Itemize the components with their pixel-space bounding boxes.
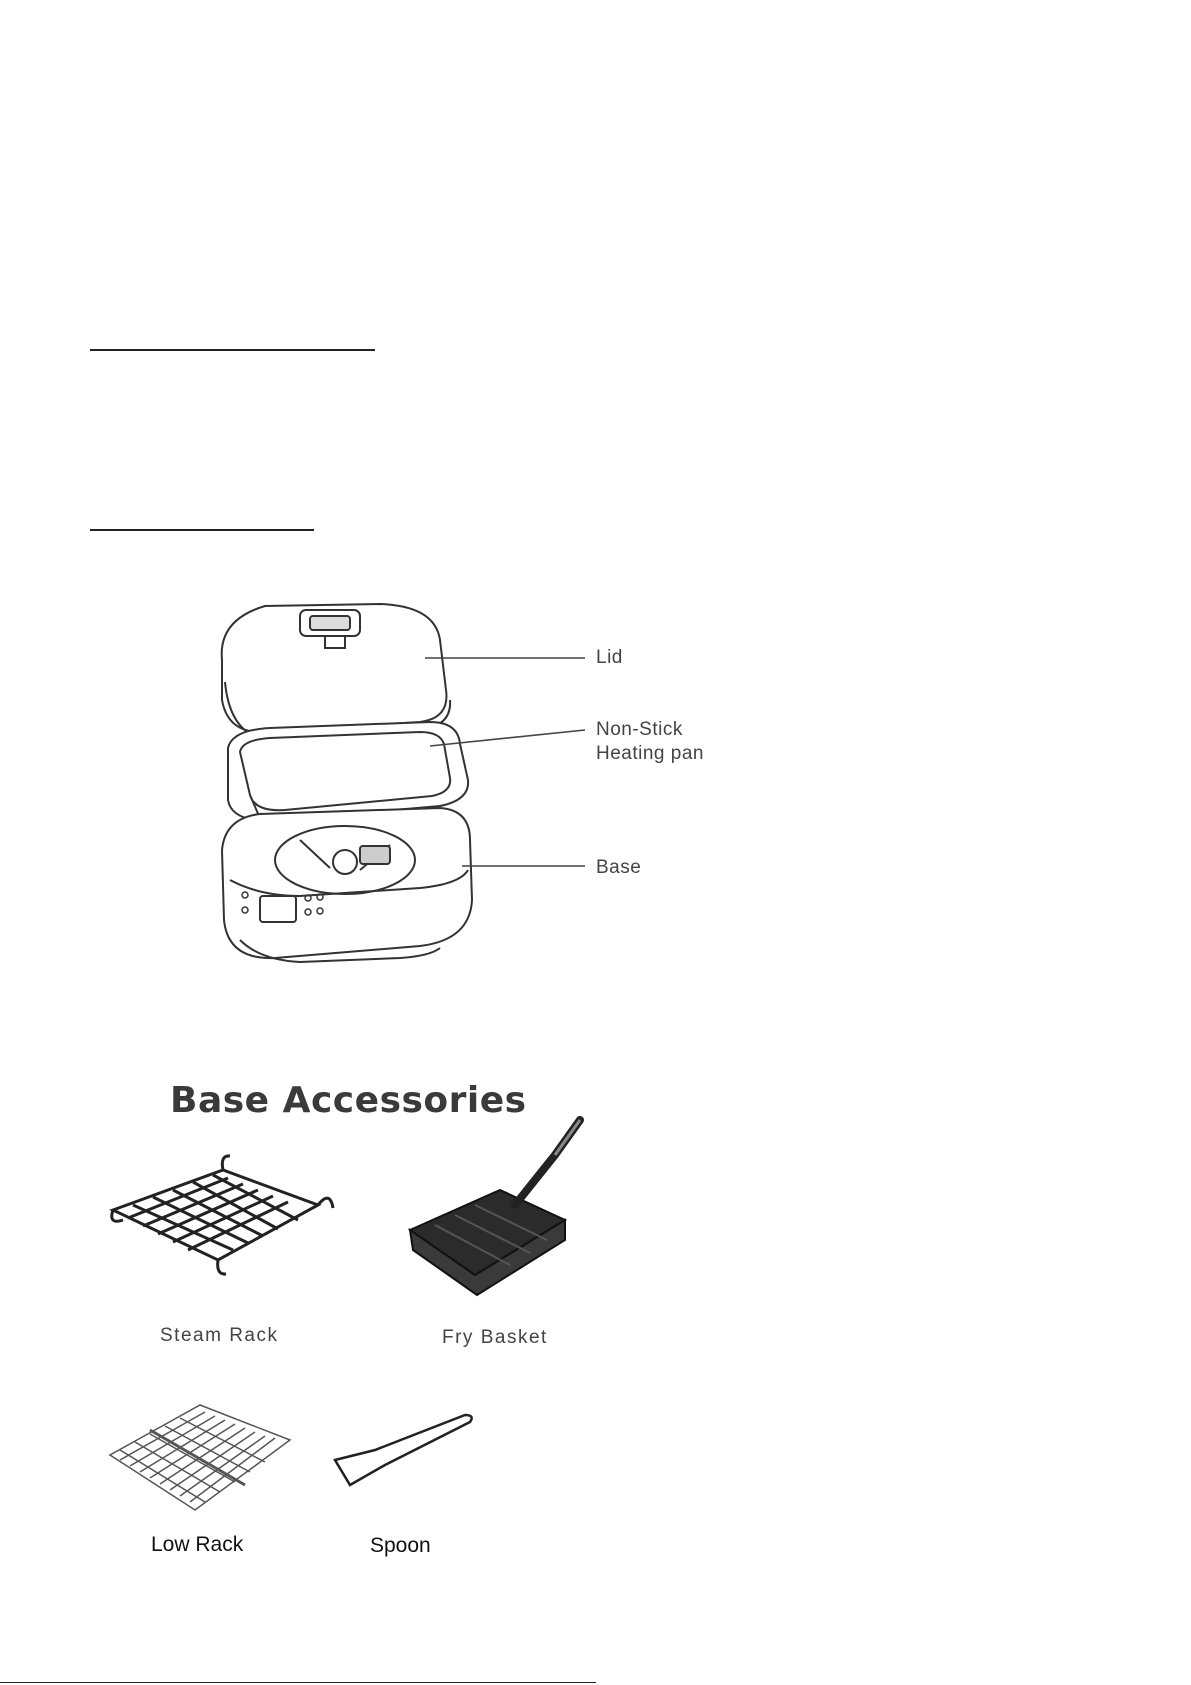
low-rack-icon — [105, 1400, 295, 1520]
callout-lid: Lid — [596, 647, 623, 668]
steam-rack-icon — [108, 1150, 338, 1290]
footer-rule — [0, 1682, 596, 1683]
section-heading-underline-1 — [90, 349, 375, 351]
steam-rack-label: Steam Rack — [160, 1325, 279, 1346]
pan-leader-line — [430, 730, 585, 746]
callout-base: Base — [596, 857, 642, 878]
spoon-icon — [330, 1410, 480, 1490]
callout-pan-line1: Non-Stick — [596, 719, 683, 740]
spoon-label: Spoon — [370, 1534, 431, 1557]
section-heading-underline-2 — [90, 529, 314, 531]
low-rack-label: Low Rack — [151, 1533, 244, 1556]
heating-pan-shape — [228, 722, 468, 821]
fry-basket-icon — [405, 1115, 605, 1305]
base-shape — [222, 808, 472, 958]
lid-handle — [300, 610, 360, 636]
accessories-title: Base Accessories — [170, 1080, 527, 1121]
lid-shape — [222, 604, 447, 732]
callout-pan-line2: Heating pan — [596, 743, 704, 764]
fry-basket-label: Fry Basket — [442, 1327, 548, 1348]
